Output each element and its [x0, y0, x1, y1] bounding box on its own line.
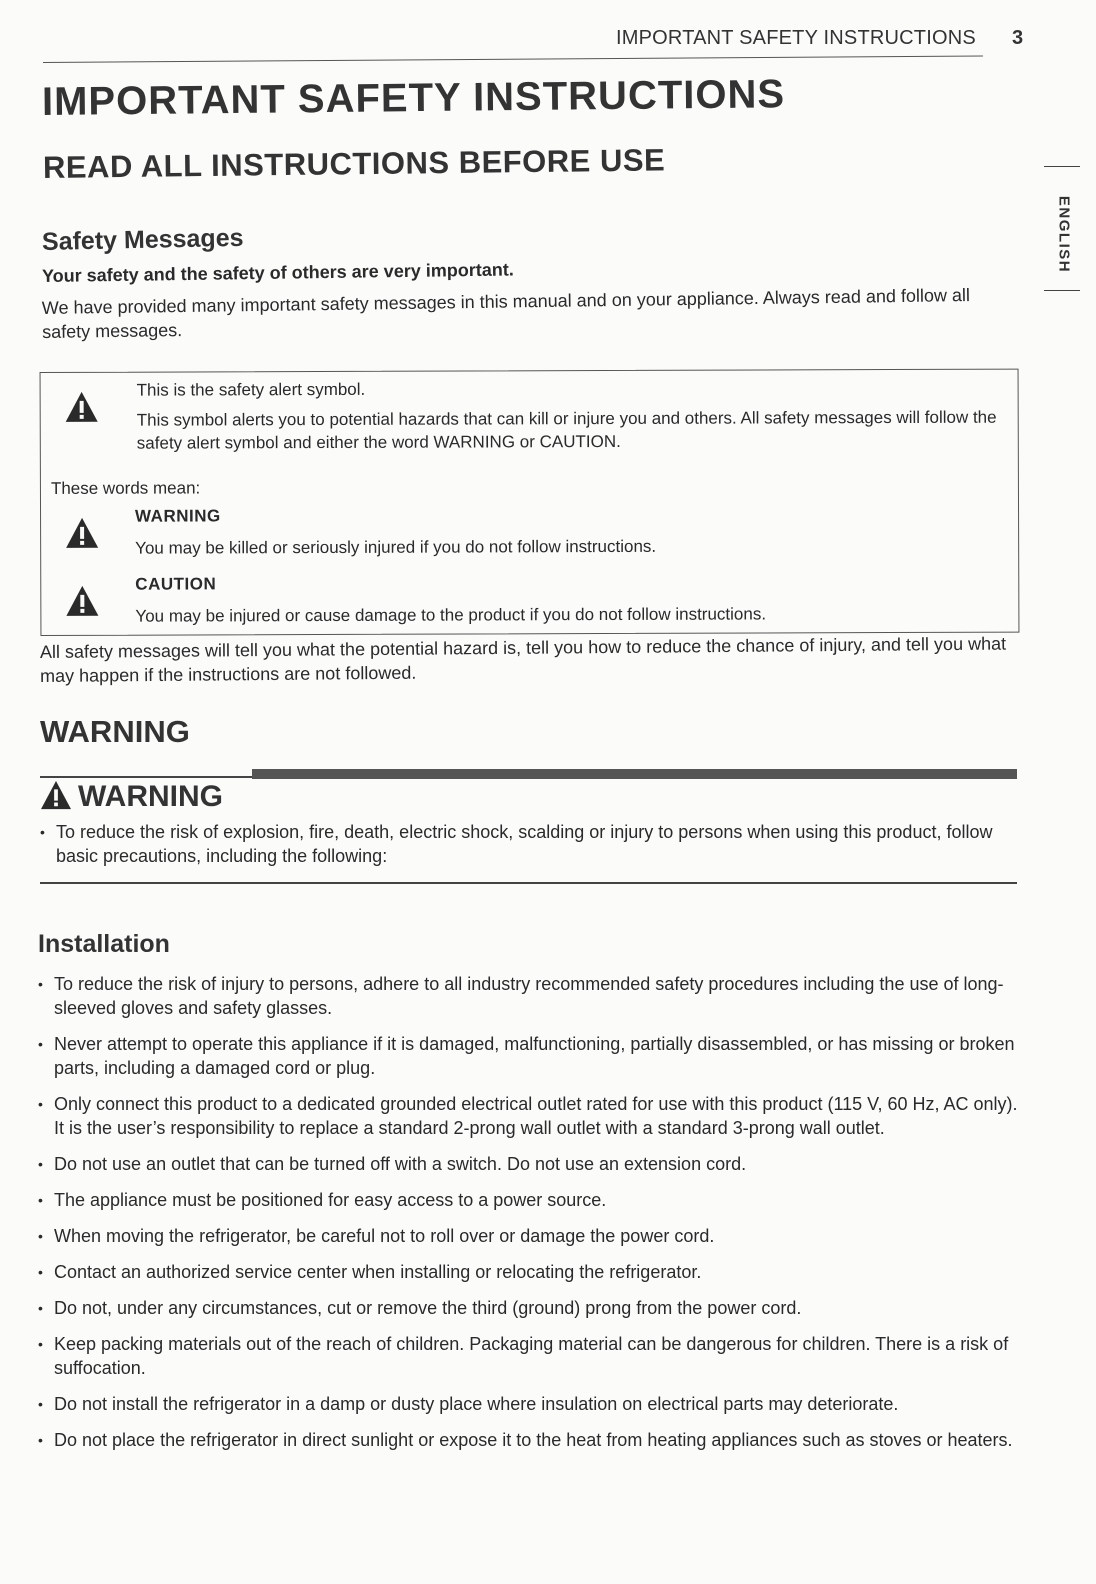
warning-top-rule-thin — [40, 776, 254, 778]
alert-symbol-description: This symbol alerts you to potential hazards that can kill or injure you and others. All safety messages will follow the safety alert symbol and either the word WARNING or CAUTION. — [136, 407, 997, 453]
warning-box-heading-text: WARNING — [78, 780, 223, 813]
warning-box-heading — [40, 780, 223, 814]
language-tab — [1046, 178, 1082, 284]
safety-intro-paragraph: We have provided many important safety messages in this manual and on your appliance. Always read and follow all safety messages. — [41, 285, 971, 342]
caution-label: CAUTION — [135, 574, 217, 594]
safety-alert-icon — [65, 391, 99, 423]
list-item: • Do not install the refrigerator in a damp or dusty place where insulation on electrical parts may deteriorate. — [38, 1392, 1023, 1416]
installation-heading: Installation — [38, 930, 170, 958]
list-item: • Do not place the refrigerator in direct sunlight or expose it to the heat from heating appliances such as stoves or heaters. — [38, 1428, 1023, 1452]
list-item: • Only connect this product to a dedicated grounded electrical outlet rated for use with this product (115 V, 60 Hz, AC only). It is the user’s responsibility to replace a standard 2-prong wall outlet with a standard 3-prong wall outlet. — [38, 1092, 1023, 1140]
safety-alert-box — [40, 369, 1020, 636]
list-item: • Contact an authorized service center when installing or relocating the refrigerator. — [38, 1260, 1023, 1284]
caution-alert-icon — [65, 585, 99, 617]
warning-list — [40, 820, 1015, 868]
list-item: • The appliance must be positioned for easy access to a power source. — [38, 1188, 1023, 1212]
language-tab-bottom-rule — [1044, 290, 1080, 291]
warning-label: WARNING — [135, 506, 221, 526]
page-title: IMPORTANT SAFETY INSTRUCTIONS — [41, 72, 786, 124]
warning-top-rule-thick — [252, 769, 1017, 779]
page-number: 3 — [1012, 27, 1024, 49]
list-item: • Do not use an outlet that can be turned off with a switch. Do not use an extension cord. — [38, 1152, 1023, 1176]
warning-heading-icon — [40, 780, 72, 810]
language-tab-label: ENGLISH — [1055, 195, 1073, 274]
caution-description: You may be injured or cause damage to the product if you do not follow instructions. — [135, 604, 767, 626]
list-item: • Do not, under any circumstances, cut or remove the third (ground) prong from the power cord. — [38, 1296, 1023, 1320]
header-divider — [43, 55, 983, 63]
page-subtitle: READ ALL INSTRUCTIONS BEFORE USE — [42, 142, 666, 185]
list-item: • Never attempt to operate this appliance if it is damaged, malfunctioning, partially disassembled, or has missing or broken parts, including a damaged cord or plug. — [38, 1032, 1023, 1080]
warning-section-heading: WARNING — [40, 714, 190, 749]
safety-messages-summary: All safety messages will tell you what the potential hazard is, tell you how to reduce the chance of injury, and tell you what may happen if the instructions are not followed. — [39, 633, 1007, 686]
safety-messages-heading: Safety Messages — [41, 223, 244, 256]
warning-alert-icon — [65, 517, 99, 549]
list-item: • To reduce the risk of injury to persons, adhere to all industry recommended safety procedures including the use of long-sleeved gloves and safety glasses. — [38, 972, 1023, 1020]
list-item: • To reduce the risk of explosion, fire, death, electric shock, scalding or injury to persons when using this product, follow basic precautions, including the following: — [40, 820, 1015, 868]
warning-description: You may be killed or seriously injured if you do not follow instructions. — [135, 536, 657, 558]
list-item: • When moving the refrigerator, be careful not to roll over or damage the power cord. — [38, 1224, 1023, 1248]
running-header-title: IMPORTANT SAFETY INSTRUCTIONS — [616, 27, 976, 49]
words-mean-label: These words mean: — [50, 478, 201, 498]
installation-list — [38, 972, 1023, 1464]
safety-importance-line: Your safety and the safety of others are very important. — [41, 259, 514, 286]
alert-symbol-title: This is the safety alert symbol. — [136, 379, 366, 400]
list-item: • Keep packing materials out of the reach of children. Packaging material can be dangerous for children. There is a risk of suffocation. — [38, 1332, 1023, 1380]
language-tab-top-rule — [1044, 166, 1080, 167]
warning-bottom-rule — [40, 882, 1017, 884]
